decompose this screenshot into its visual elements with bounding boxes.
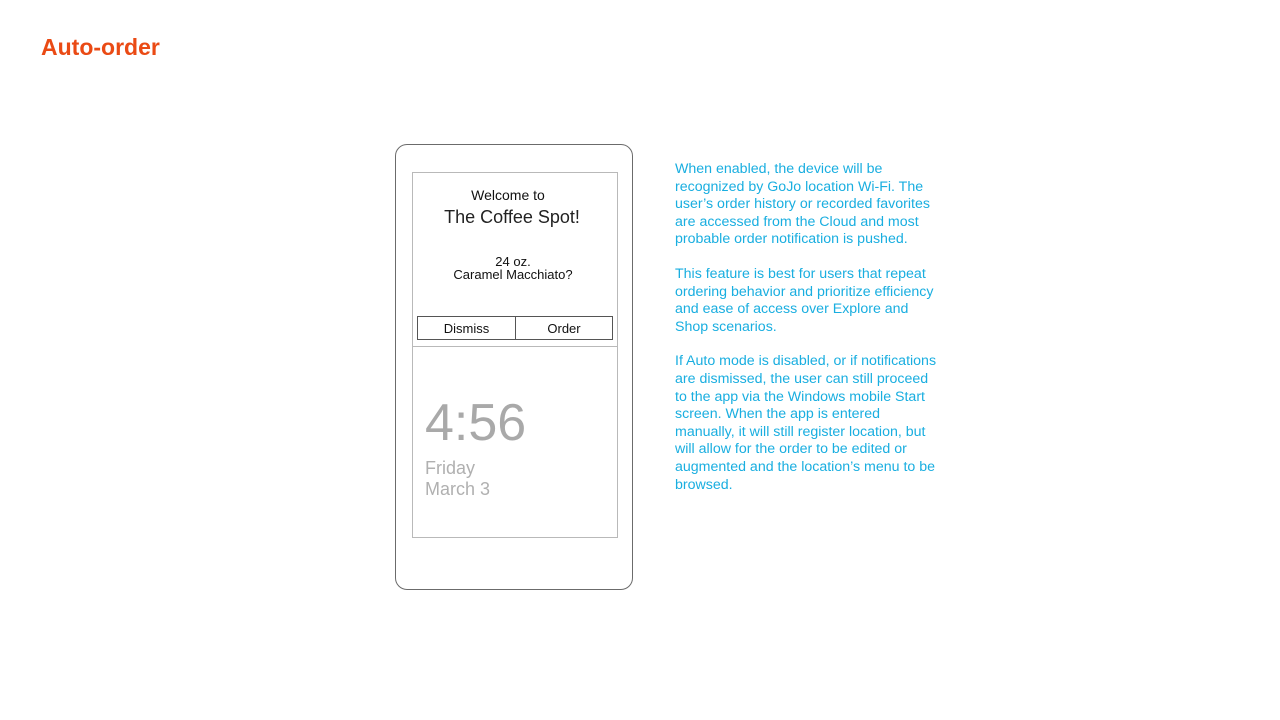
order-notification <box>413 173 617 347</box>
dismiss-button[interactable]: Dismiss <box>417 316 516 340</box>
lock-screen-date: March 3 <box>425 479 491 499</box>
order-size: 24 oz. <box>495 254 531 269</box>
phone-screen <box>412 172 618 538</box>
order-item: Caramel Macchiato? <box>453 267 573 282</box>
order-button[interactable]: Order <box>515 316 613 340</box>
slide-title: Auto-order <box>41 34 160 60</box>
welcome-text: Welcome to <box>471 187 545 203</box>
lock-screen-time: 4:56 <box>425 394 527 452</box>
lock-screen-day: Friday <box>425 458 476 478</box>
feature-description <box>675 161 937 511</box>
description-paragraph: If Auto mode is disabled, or if notifications are dismissed, the user can still proceed to the app via the Windows mobile Start screen. When the app is entered manually, it will still register location, but will allow for the order to be edited or augmented and the location’s menu to be browsed. <box>675 353 937 493</box>
description-paragraph: This feature is best for users that repeat ordering behavior and prioritize efficiency and ease of access over Explore and Shop scenarios. <box>675 265 934 335</box>
store-name: The Coffee Spot! <box>444 207 580 227</box>
description-paragraph: When enabled, the device will be recognized by GoJo location Wi-Fi. The user’s order history or recorded favorites are accessed from the Cloud and most probable order notification is pushed. <box>675 161 930 248</box>
